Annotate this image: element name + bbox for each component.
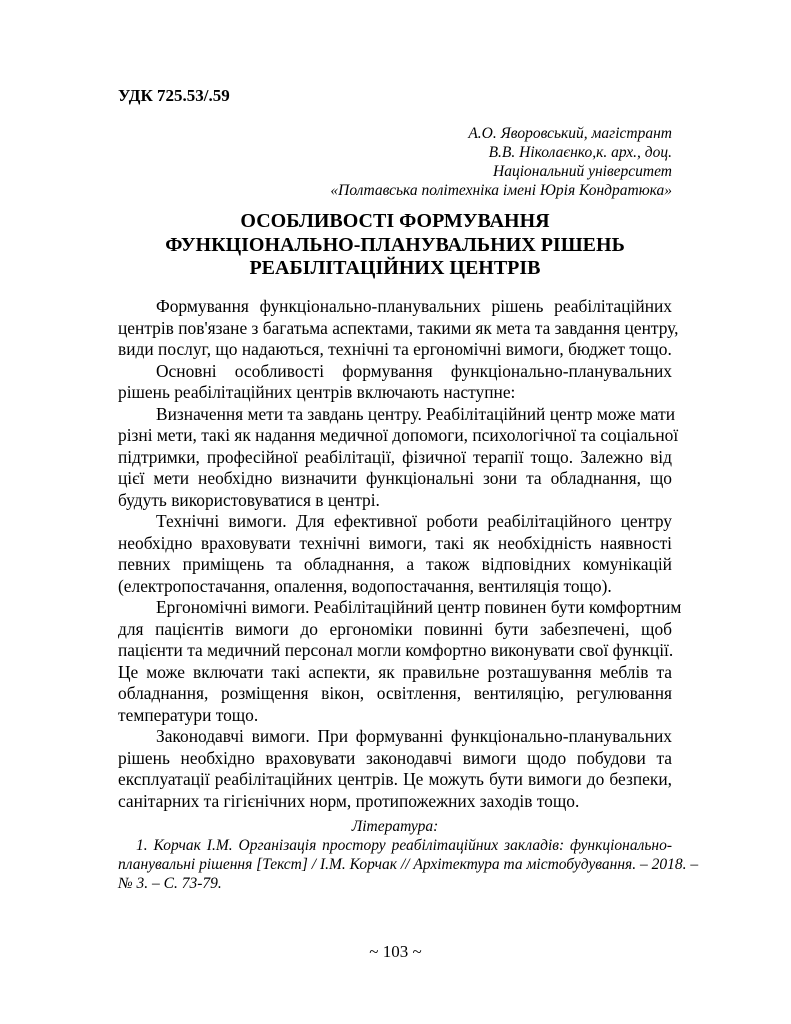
paragraph [118, 403, 679, 512]
references [118, 817, 699, 893]
affiliation-name: «Полтавська політехніка імені Юрія Кондратюка» [330, 182, 672, 199]
udc-code: УДК 725.53/.59 [118, 86, 230, 105]
paragraph-line: види послуг, що надаються, технічні та ергономічні вимоги, бюджет тощо. [118, 339, 672, 359]
paragraph-line: певних приміщень та обладнання, а також відповідних комунікацій [118, 554, 672, 574]
paragraph-line: температури тощо. [118, 704, 259, 725]
paragraph-line: будуть використовуватися в центрі. [118, 489, 380, 510]
paragraph-line: цієї мети необхідно визначити функціональні зони та обладнання, що [118, 468, 672, 488]
paragraph-line: експлуатації реабілітаційних центрів. Це можуть бути вимоги до безпеки, [118, 769, 672, 789]
title-line: ФУНКЦІОНАЛЬНО-ПЛАНУВАЛЬНИХ РІШЕНЬ [165, 233, 625, 256]
affiliation: Національний університет [493, 163, 672, 180]
title-line: РЕАБІЛІТАЦІЙНИХ ЦЕНТРІВ [249, 257, 541, 279]
author-1: А.О. Яворовський, магістрант [468, 125, 672, 142]
paragraph-line: обладнання, розміщення вікон, освітлення, вентиляцію, регулювання [118, 683, 672, 703]
paragraph [118, 296, 679, 361]
page-number: ~ 103 ~ [369, 942, 422, 961]
paragraph-line: пацієнти та медичний персонал могли комфортно виконувати свої функції. [118, 640, 674, 660]
paragraph-line: рішень необхідно враховувати законодавчі вимоги щодо побудови та [118, 747, 672, 768]
paragraph-line: Технічні вимоги. Для ефективної роботи реабілітаційного центру [156, 511, 672, 531]
authors-block [330, 124, 672, 200]
paragraph [118, 726, 672, 812]
paragraph-line: Ергономічні вимоги. Реабілітаційний центр повинен бути комфортним [156, 597, 682, 617]
paragraph-line: Це може включати такі аспекти, як правильне розташування меблів та [118, 661, 672, 682]
reference-line: № 3. – С. 73-79. [118, 875, 222, 892]
reference-line: 1. Корчак І.М. Організація простору реабілітаційних закладів: функціонально- [136, 837, 672, 854]
paragraph-line: Визначення мети та завдань центру. Реабілітаційний центр може мати [156, 403, 676, 424]
paragraph-line: Формування функціонально-планувальних рішень реабілітаційних [156, 296, 672, 316]
paragraph [118, 597, 682, 726]
paragraph-line: рішень реабілітаційних центрів включають наступне: [118, 382, 516, 402]
paragraph-line: Законодавчі вимоги. При формуванні функціонально-планувальних [156, 726, 672, 746]
paragraph-line: різні мети, такі як надання медичної допомоги, психологічної та соціальної [118, 425, 679, 445]
paragraph-line: необхідно враховувати технічні вимоги, такі як необхідність наявності [118, 532, 672, 553]
paragraph-line: для пацієнтів вимоги до ергономіки повинні бути забезпечені, щоб [118, 618, 672, 639]
article-body [118, 296, 682, 812]
paragraph-line: центрів пов'язане з багатьма аспектами, такими як мета та завдання центру, [118, 317, 679, 338]
paragraph-line: (електропостачання, опалення, водопостачання, вентиляція тощо). [118, 575, 612, 596]
author-2: В.В. Ніколаєнко,к. арх., доц. [488, 144, 672, 161]
references-heading: Література: [351, 818, 439, 835]
title-line: ОСОБЛИВОСТІ ФОРМУВАННЯ [240, 210, 550, 232]
paragraph-line: Основні особливості формування функціонально-планувальних [156, 360, 672, 381]
reference-line: планувальні рішення [Текст] / І.М. Корчак // Архітектура та містобудування. – 2018. – [118, 856, 699, 873]
paragraph-line: санітарних та гігієнічних норм, протипожежних заходів тощо. [118, 790, 580, 811]
article-title [118, 210, 672, 281]
paragraph-line: підтримки, професійної реабілітації, фізичної терапії тощо. Залежно від [118, 446, 672, 467]
paragraph [118, 361, 672, 404]
paragraph [118, 511, 672, 597]
